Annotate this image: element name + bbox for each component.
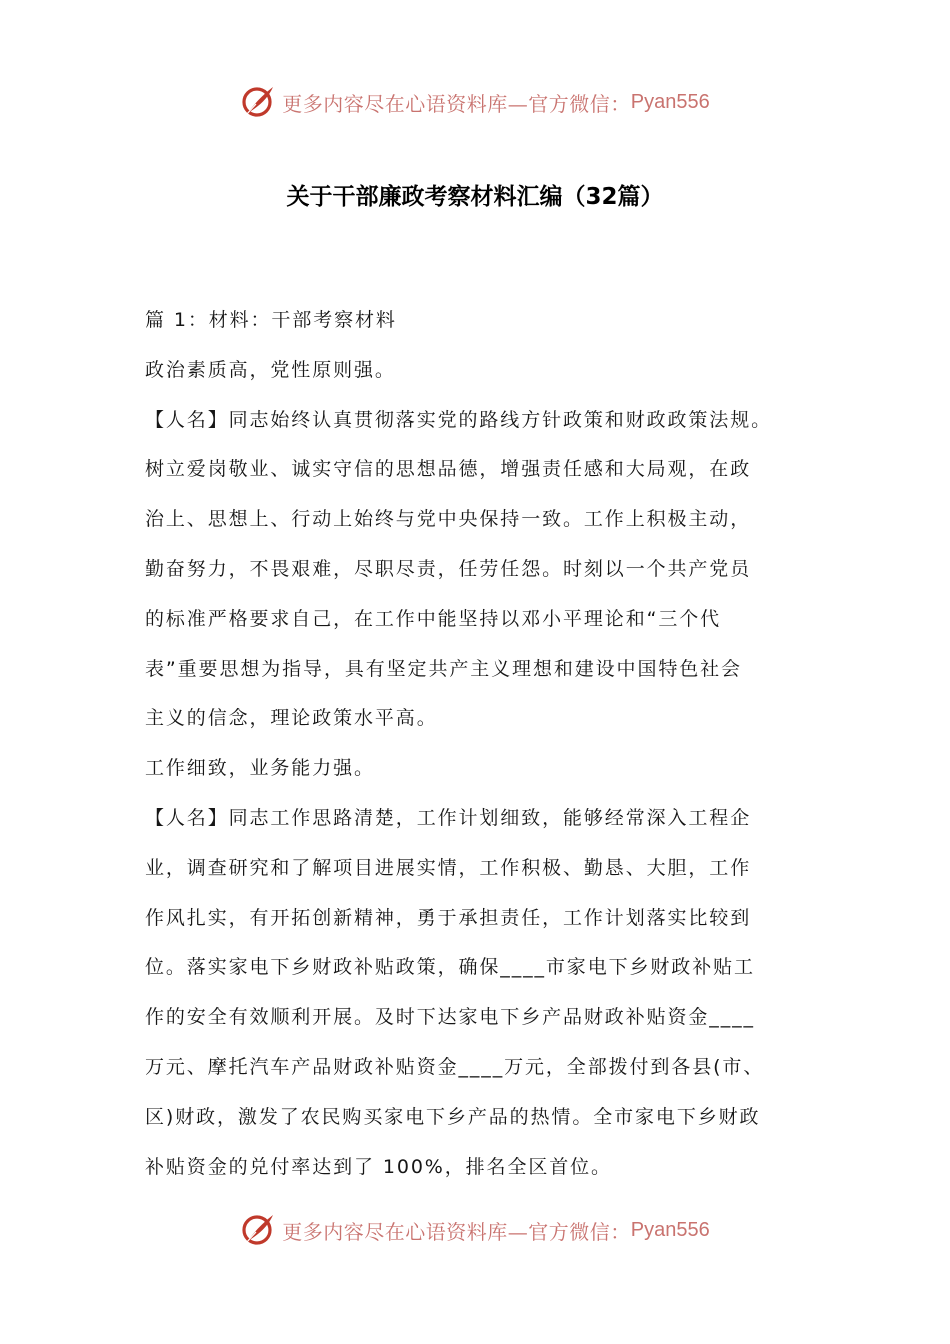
body-line: 万元、摩托汽车产品财政补贴资金____万元，全部拨付到各县(市、 xyxy=(145,1055,765,1078)
body-line: 政治素质高，党性原则强。 xyxy=(145,358,396,381)
header-banner-text: 更多内容尽在心语资料库—官方微信： xyxy=(282,91,631,116)
body-line: 树立爱岗敬业、诚实守信的思想品德，增强责任感和大局观，在政 xyxy=(145,458,752,481)
body-line: 勤奋努力，不畏艰难，尽职尽责，任劳任怨。时刻以一个共产党员 xyxy=(145,557,752,580)
body-line: 补贴资金的兑付率达到了 100%，排名全区首位。 xyxy=(145,1155,612,1178)
header-banner xyxy=(0,80,950,124)
body-line: 表”重要思想为指导，具有坚定共产主义理想和建设中国特色社会 xyxy=(145,657,742,680)
quill-logo-icon xyxy=(240,1212,276,1248)
body-line: 作的安全有效顺利开展。及时下达家电下乡产品财政补贴资金____ xyxy=(145,1006,755,1029)
body-line: 位。落实家电下乡财政补贴政策，确保____市家电下乡财政补贴工 xyxy=(145,956,755,979)
footer-wechat-id: Pyan556 xyxy=(630,1218,710,1241)
header-wechat-id: Pyan556 xyxy=(630,90,710,113)
quill-logo-icon xyxy=(240,84,276,120)
document-title: 关于干部廉政考察材料汇编（32篇） xyxy=(286,184,664,210)
body-line: 作风扎实，有开拓创新精神，勇于承担责任，工作计划落实比较到 xyxy=(145,906,752,929)
footer-banner-text: 更多内容尽在心语资料库—官方微信： xyxy=(282,1219,631,1244)
body-line: 的标准严格要求自己，在工作中能坚持以邓小平理论和“三个代 xyxy=(145,607,722,630)
body-line: 篇 1：材料：干部考察材料 xyxy=(145,309,397,331)
document-body xyxy=(145,296,813,1192)
body-line: 主义的信念，理论政策水平高。 xyxy=(145,707,438,730)
body-line: 业，调查研究和了解项目进展实情，工作积极、勤恳、大胆，工作 xyxy=(145,856,752,879)
body-line: 【人名】同志始终认真贯彻落实党的路线方针政策和财政政策法规。 xyxy=(145,408,773,431)
footer-banner xyxy=(0,1208,950,1252)
body-line: 工作细致，业务能力强。 xyxy=(145,757,375,780)
body-line: 治上、思想上、行动上始终与党中央保持一致。工作上积极主动， xyxy=(145,508,752,531)
body-line: 区)财政，激发了农民购买家电下乡产品的热情。全市家电下乡财政 xyxy=(145,1105,761,1128)
body-line: 【人名】同志工作思路清楚，工作计划细致，能够经常深入工程企 xyxy=(145,806,752,829)
